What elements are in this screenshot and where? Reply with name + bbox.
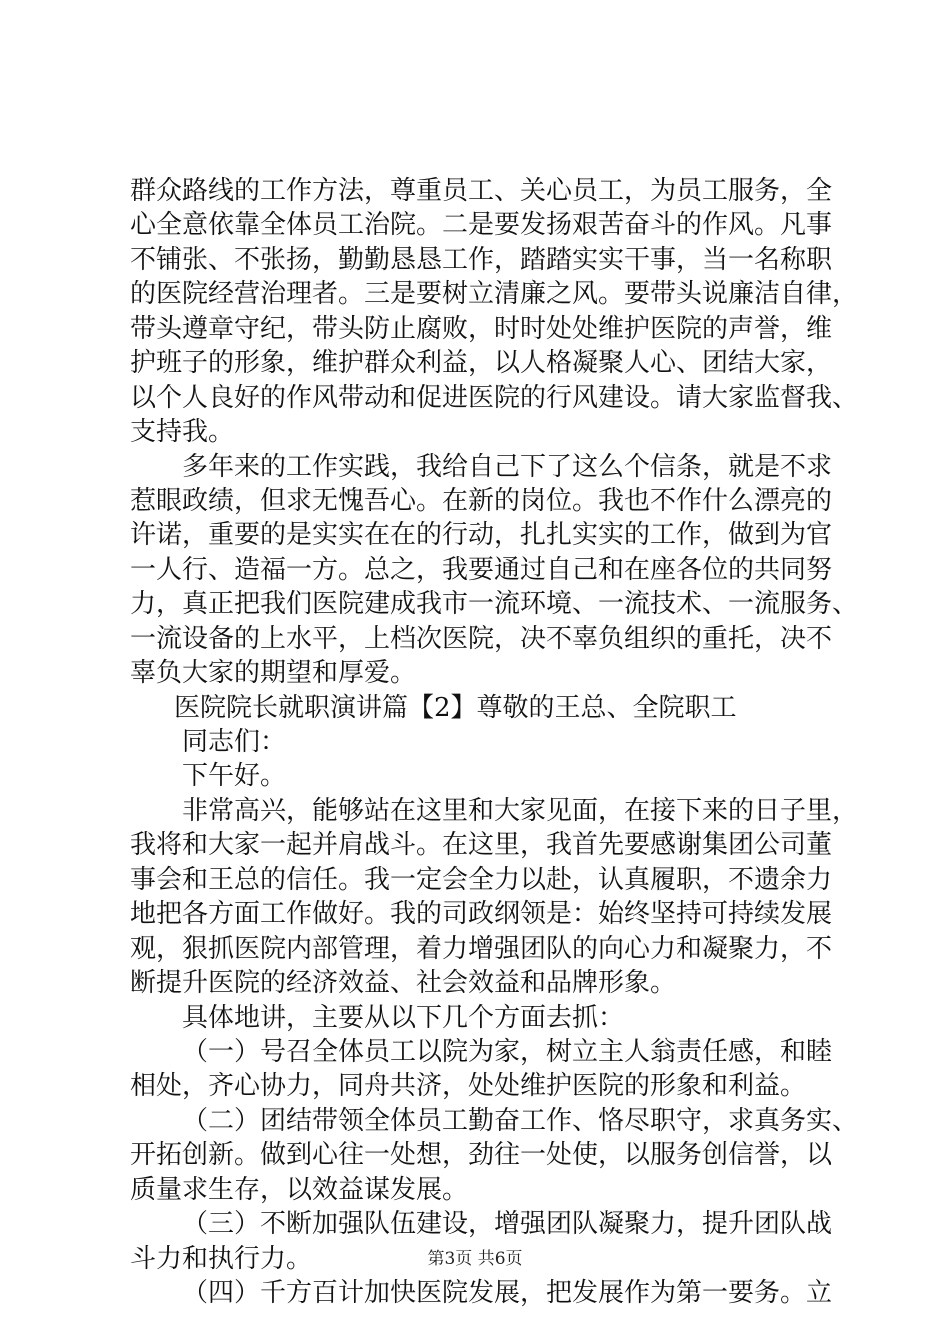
text-line: 一流设备的上水平，上档次医院，决不辜负组织的重托，决不 bbox=[130, 623, 833, 654]
text-line: 许诺，重要的是实实在在的行动，扎扎实实的工作，做到为官 bbox=[130, 520, 833, 551]
text-line: （三）不断加强队伍建设，增强团队凝聚力，提升团队战 bbox=[182, 1209, 833, 1240]
text-line: 多年来的工作实践，我给自己下了这么个信条，就是不求 bbox=[182, 451, 833, 482]
text-line: 带头遵章守纪，带头防止腐败，时时处处维护医院的声誉，维 bbox=[130, 313, 833, 344]
document-body bbox=[130, 174, 859, 1310]
text-line: （二）团结带领全体员工勤奋工作、恪尽职守，求真务实、 bbox=[182, 1105, 859, 1136]
page-number-footer: 第3页 共6页 bbox=[427, 1249, 523, 1269]
text-line: 我将和大家一起并肩战斗。在这里，我首先要感谢集团公司董 bbox=[130, 830, 833, 861]
text-line: 非常高兴，能够站在这里和大家见面，在接下来的日子里， bbox=[182, 795, 859, 826]
text-line: 辜负大家的期望和厚爱。 bbox=[130, 658, 417, 689]
text-line: 支持我。 bbox=[130, 417, 235, 448]
text-line: 断提升医院的经济效益、社会效益和品牌形象。 bbox=[130, 968, 677, 999]
text-line: 斗力和执行力。 bbox=[130, 1243, 313, 1274]
text-line: 下午好。 bbox=[182, 761, 287, 792]
text-line: （一）号召全体员工以院为家，树立主人翁责任感，和睦 bbox=[182, 1036, 833, 1067]
text-line: 质量求生存，以效益谋发展。 bbox=[130, 1174, 469, 1205]
text-line: 一人行、造福一方。总之，我要通过自己和在座各位的共同努 bbox=[130, 554, 833, 585]
text-line: 开拓创新。做到心往一处想，劲往一处使，以服务创信誉，以 bbox=[130, 1140, 833, 1171]
text-line: 惹眼政绩，但求无愧吾心。在新的岗位。我也不作什么漂亮的 bbox=[130, 485, 833, 516]
text-line: 医院院长就职演讲篇【2】尊敬的王总、全院职工 bbox=[174, 692, 737, 723]
text-line: 以个人良好的作风带动和促进医院的行风建设。请大家监督我、 bbox=[130, 382, 859, 413]
text-line: 事会和王总的信任。我一定会全力以赴，认真履职，不遗余力 bbox=[130, 864, 833, 895]
text-line: 相处，齐心协力，同舟共济，处处维护医院的形象和利益。 bbox=[130, 1071, 807, 1102]
text-line: 具体地讲，主要从以下几个方面去抓： bbox=[182, 1002, 625, 1033]
text-line: 观，狠抓医院内部管理，着力增强团队的向心力和凝聚力，不 bbox=[130, 933, 833, 964]
text-line: 不铺张、不张扬，勤勤恳恳工作，踏踏实实干事，当一名称职 bbox=[130, 244, 833, 275]
text-line: 护班子的形象，维护群众利益，以人格凝聚人心、团结大家， bbox=[130, 348, 833, 379]
text-line: 的医院经营治理者。三是要树立清廉之风。要带头说廉洁自律， bbox=[130, 279, 859, 310]
text-line: 力，真正把我们医院建成我市一流环境、一流技术、一流服务、 bbox=[130, 589, 859, 620]
text-line: 心全意依靠全体员工治院。二是要发扬艰苦奋斗的作风。凡事 bbox=[130, 210, 833, 241]
text-line: 同志们： bbox=[182, 727, 287, 757]
text-line: （四）千方百计加快医院发展，把发展作为第一要务。立 bbox=[182, 1278, 833, 1308]
text-line: 地把各方面工作做好。我的司政纲领是：始终坚持可持续发展 bbox=[130, 899, 833, 930]
text-line: 群众路线的工作方法，尊重员工、关心员工，为员工服务，全 bbox=[130, 176, 833, 206]
